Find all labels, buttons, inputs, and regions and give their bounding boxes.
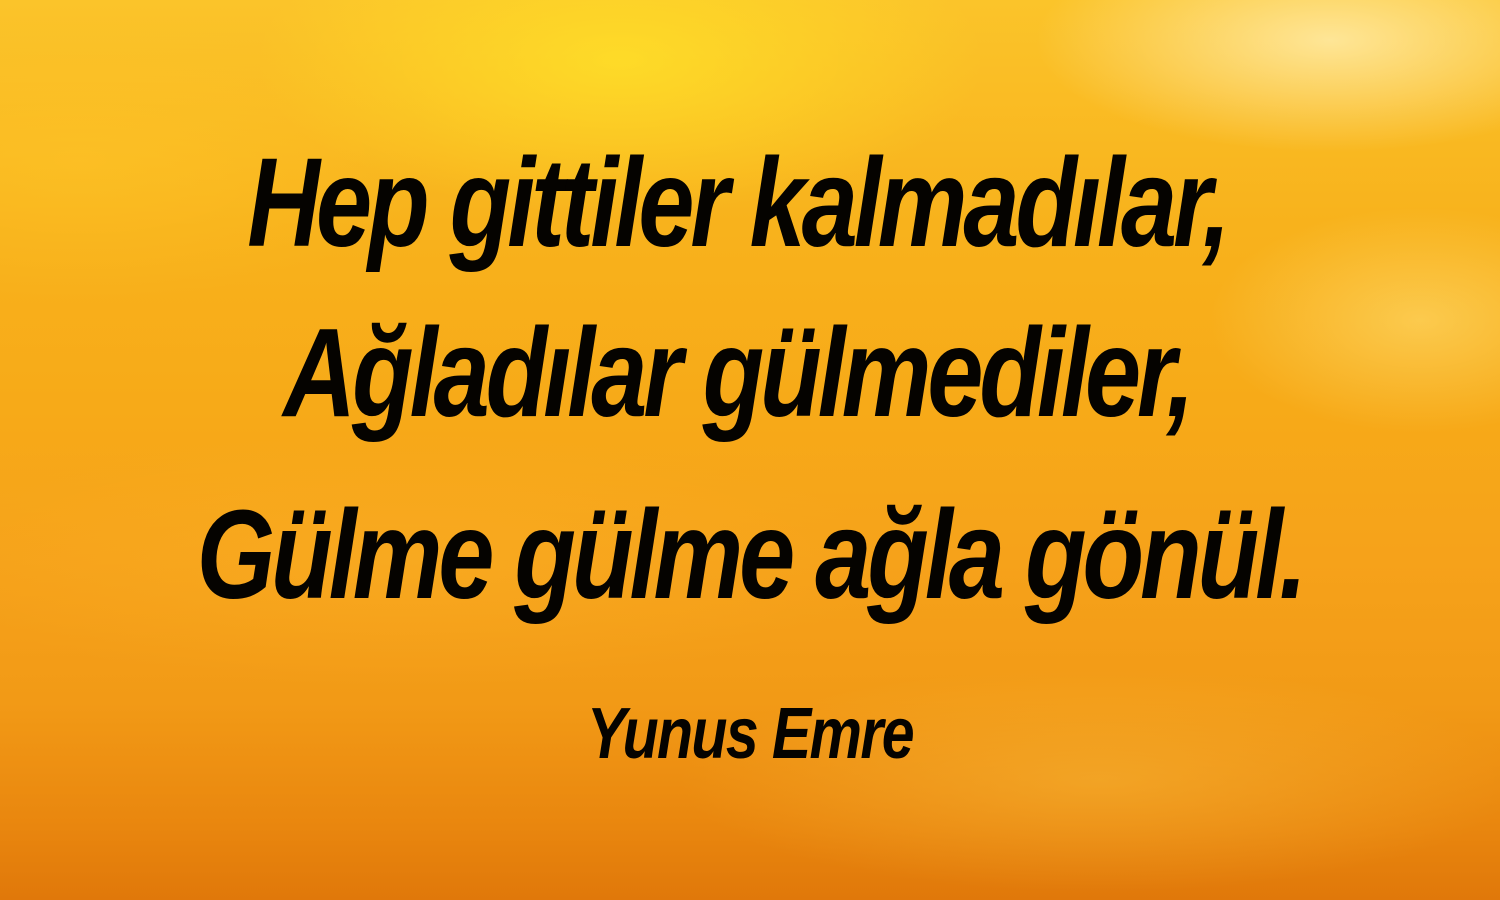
quote-line-2: Ağladılar gülmediler, <box>283 302 1191 443</box>
quote-line-1: Hep gittiler kalmadılar, <box>247 132 1227 273</box>
quote-line-3: Gülme gülme ağla gönül. <box>196 484 1304 625</box>
quote-author: Yunus Emre <box>587 694 913 774</box>
